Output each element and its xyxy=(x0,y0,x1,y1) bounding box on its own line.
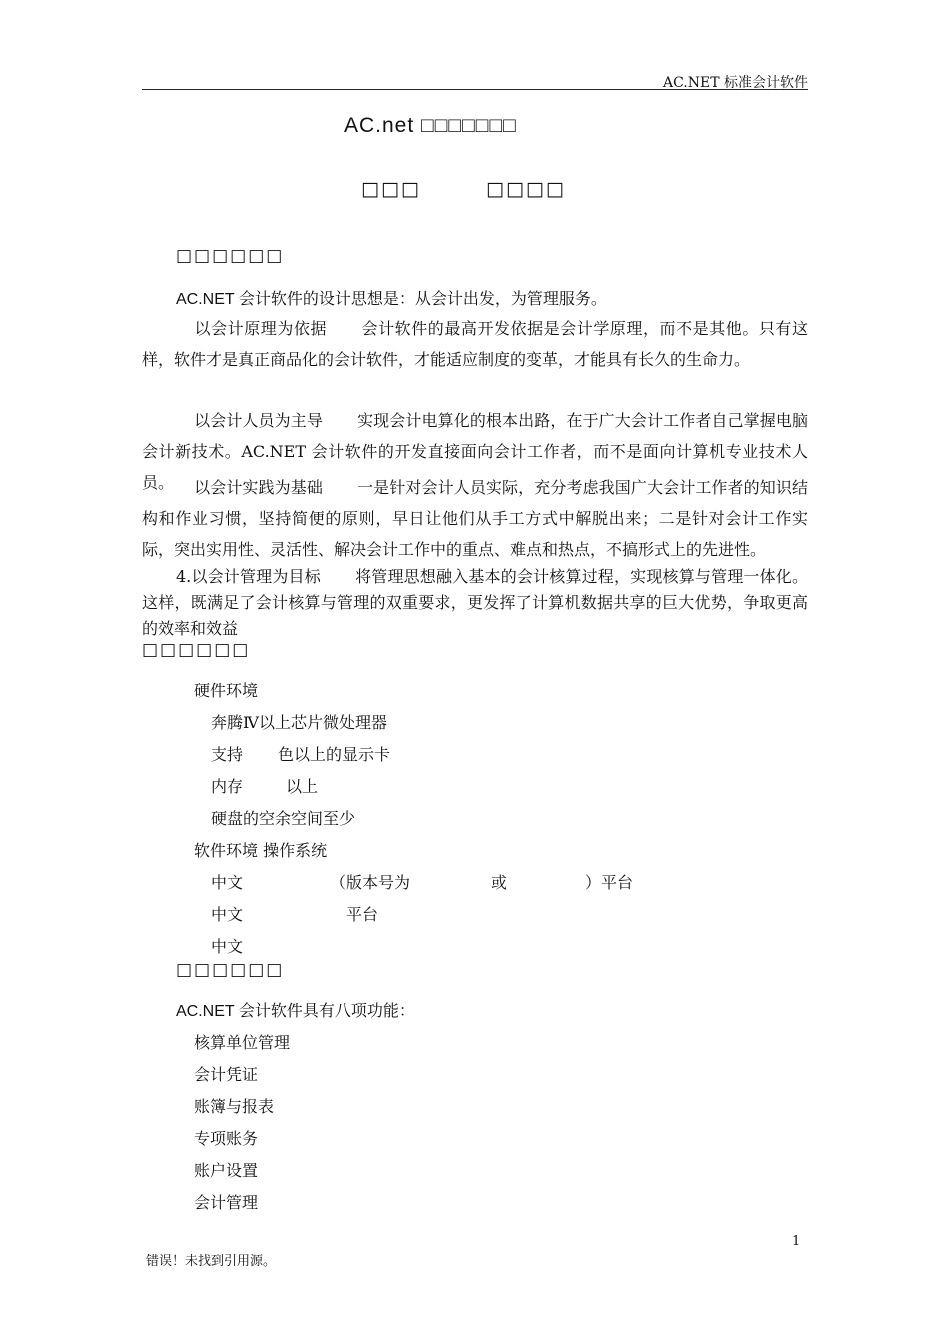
os-line-2-label: 中文 xyxy=(211,905,244,924)
function-item: 专项账务 xyxy=(194,1129,259,1148)
design-intro-text: AC.NET 会计软件的设计思想是：从会计出发，为管理服务。 xyxy=(176,291,607,308)
hardware-memory-text: 以上 xyxy=(286,777,319,796)
footer-error-text: 错误！未找到引用源。 xyxy=(146,1254,277,1269)
section-heading-design: □□□□□□ xyxy=(176,246,285,266)
function-item: 账簿与报表 xyxy=(194,1097,275,1116)
hardware-disk: 硬盘的空余空间至少 xyxy=(211,809,356,828)
function-item: 账户设置 xyxy=(194,1161,259,1180)
os-line-1-platform: ）平台 xyxy=(585,873,634,892)
function-item: 核算单位管理 xyxy=(194,1033,291,1052)
design-p2-heading: 以会计人员为主导 xyxy=(194,411,323,430)
function-item: 会计凭证 xyxy=(194,1065,259,1084)
hardware-display-text: 色以上的显示卡 xyxy=(278,745,391,764)
design-p4-heading: 4.以会计管理为目标 xyxy=(176,567,321,586)
os-line-1-version: （版本号为 xyxy=(330,873,411,892)
hardware-cpu: 奔腾Ⅳ以上芯片微处理器 xyxy=(211,713,387,732)
design-paragraph-3 xyxy=(142,472,808,565)
design-p4-body: 将管理思想融入基本的会计核算过程，实现核算与管理一体化。这样，既满足了会计核算与管理的双重要求，更发挥了计算机数据共享的巨大优势，争取更高的效率和效益 xyxy=(142,567,808,638)
os-line-1-or: 或 xyxy=(491,873,508,892)
function-item: 会计管理 xyxy=(194,1193,259,1212)
hardware-heading: 硬件环境 xyxy=(194,681,259,700)
author-affiliation: □□□□ xyxy=(486,178,566,200)
design-p3-heading: 以会计实践为基础 xyxy=(194,478,323,497)
hardware-memory-label: 内存 xyxy=(211,777,244,796)
page-header-text: AC.NET 标准会计软件 xyxy=(662,75,808,91)
functions-intro-text: AC.NET 会计软件具有八项功能： xyxy=(176,1003,415,1020)
design-p3-body: 一是针对会计人员实际，充分考虑我国广大会计工作者的知识结构和作业习惯，坚持简便的原则，早日让他们从手工方式中解脱出来；二是针对会计工作实际，突出实用性、灵活性、解决会计工作中的重点、难点和热点，不搞形式上的先进性。 xyxy=(142,478,808,559)
design-p1-heading: 以会计原理为依据 xyxy=(194,319,327,338)
author-name: □□□ xyxy=(361,178,421,200)
os-line-1-label: 中文 xyxy=(211,873,244,892)
design-p1-body: 会计软件的最高开发依据是会计学原理，而不是其他。只有这样，软件才是真正商品化的会计软件，才能适应制度的变革，才能具有长久的生命力。 xyxy=(142,319,808,369)
hardware-display-label: 支持 xyxy=(211,745,244,764)
document-title: AC.net □□□□□□□ xyxy=(344,114,517,137)
page-number: 1 xyxy=(792,1234,801,1249)
design-paragraph-1 xyxy=(142,313,808,375)
section-heading-functions: □□□□□□ xyxy=(176,960,285,980)
section-heading-environment: □□□□□□ xyxy=(142,640,251,660)
software-heading: 软件环境 操作系统 xyxy=(194,841,328,860)
design-p2-body: 实现会计电算化的根本出路，在于广大会计工作者自己掌握电脑会计新技术。AC.NET 会计软件的开发直接面向会计工作者，而不是面向计算机专业技术人员。 xyxy=(142,411,808,492)
design-paragraph-4 xyxy=(142,564,808,642)
functions-intro xyxy=(176,998,415,1021)
design-intro xyxy=(176,286,607,309)
os-line-3-label: 中文 xyxy=(211,937,244,956)
header-divider xyxy=(142,89,808,90)
os-line-2-platform: 平台 xyxy=(346,905,379,924)
